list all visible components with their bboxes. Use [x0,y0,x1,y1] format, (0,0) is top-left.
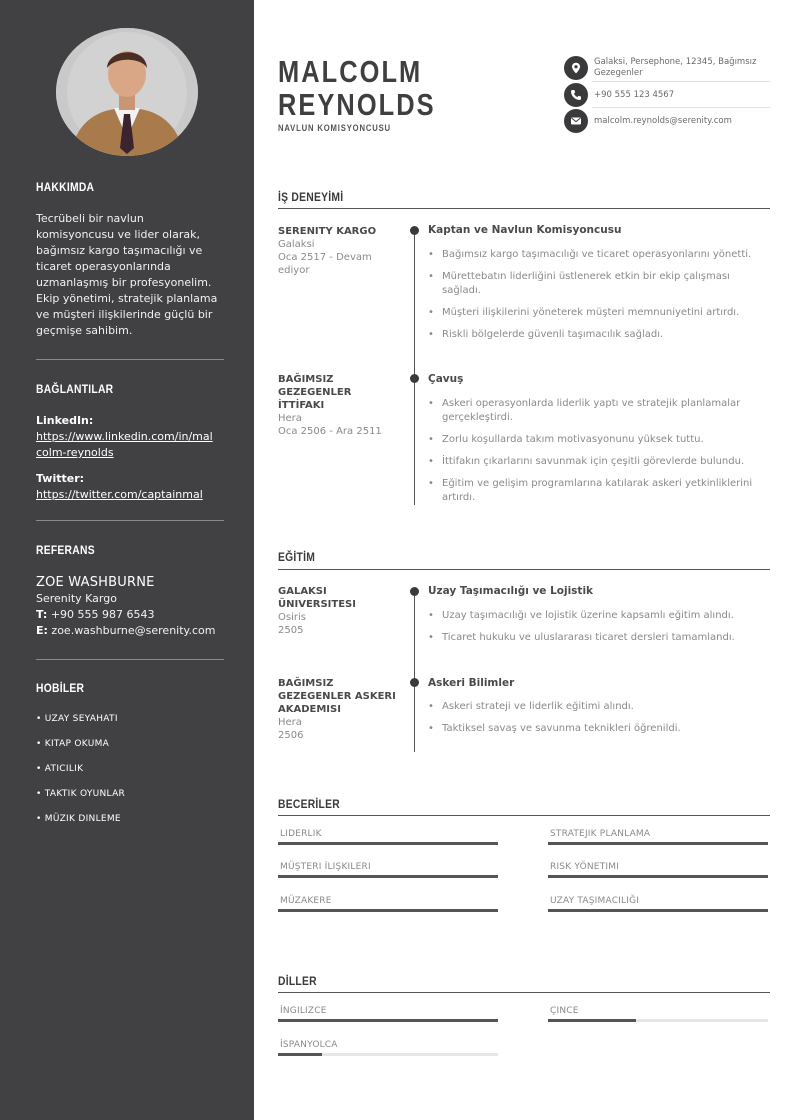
list-item: • Askeri strateji ve liderlik eğitimi alındı. [428,700,770,714]
timeline-dot [410,587,419,596]
skill-bar-fill [548,842,768,845]
position-title: Çavuş [428,373,464,385]
twitter-link[interactable]: https://twitter.com/captainmal [36,488,203,501]
contact-phone [564,83,770,107]
skill-bar-fill [278,842,498,845]
language-bar-fill [548,1019,636,1022]
bullet-list [428,700,770,744]
hobbies-heading: HOBİLER [36,681,85,695]
section-rule [278,992,770,993]
language-label: İNGILIZCE [280,1006,327,1016]
skill-bar [278,909,498,912]
language-label: ÇINCE [550,1006,579,1016]
organization: GALAKSI ÜNIVERSITESI [278,586,356,610]
skill-label: LIDERLIK [280,829,322,839]
linkedin-link[interactable]: https://www.linkedin.com/in/malcolm-reynolds [36,430,213,459]
location: Hera [278,413,302,424]
skill-bar-fill [278,875,498,878]
job-title: NAVLUN KOMISYONCUSU [278,123,391,133]
linkedin-block [36,413,222,461]
profile-photo-icon [56,28,198,156]
reference-name: ZOE WASHBURNE [36,575,155,590]
skill-label: MÜŞTERI İLIŞKILERI [280,862,371,872]
email-text[interactable]: malcolm.reynolds@serenity.com [594,115,732,126]
skill-item [278,862,498,878]
section-rule [278,208,770,209]
skill-bar-fill [548,909,768,912]
dates: Oca 2506 - Ara 2511 [278,426,382,437]
divider [36,520,224,521]
skill-bar-fill [278,909,498,912]
location-pin-icon [564,56,588,80]
bullet-list [428,397,770,513]
skill-label: UZAY TAŞIMACILIĞI [550,896,640,906]
position-title: Kaptan ve Navlun Komisyoncusu [428,224,622,236]
reference-phone: +90 555 987 6543 [50,608,155,621]
divider [36,359,224,360]
reference-block [36,575,222,639]
skill-item [548,829,768,845]
skill-item [278,829,498,845]
list-item: • Mürettebatın liderliğini üstlenerek etkin bir ekip çalışması sağladı. [428,270,770,298]
email-icon [564,109,588,133]
first-name: MALCOLM [278,54,423,89]
skill-item [548,896,768,912]
skill-bar [278,875,498,878]
reference-email-row [36,623,222,639]
location: Osiris [278,612,306,623]
about-text: Tecrübeli bir navlun komisyoncusu ve lider olarak, bağımsız kargo taşımacılığı ve ticaret operasyonlarında uzmanlaşmış bir profesyonelim. Ekip yönetimi, stratejik planlama ve müşteri ilişkilerinde güçlü bir geçmişe sahibim. [36,212,218,337]
divider [592,81,770,82]
timeline-dot [410,678,419,687]
location: Hera [278,717,302,728]
degree-title: Uzay Taşımacılığı ve Lojistik [428,585,594,597]
address-text: Galaksi, Persephone, 12345, Bağımsız Gezegenler [594,57,757,78]
dates: Oca 2517 - Devam ediyor [278,252,372,276]
skill-bar [548,842,768,845]
contact-address [564,56,770,80]
skill-label: STRATEJIK PLANLAMA [550,829,651,839]
languages-heading: DİLLER [278,974,317,988]
language-label: İSPANYOLCA [280,1040,338,1050]
hobby-item: • ATICILIK [36,764,84,774]
education-meta [278,677,396,742]
list-item: • Riskli bölgelerde güvenli taşımacılık sağladı. [428,328,770,342]
skill-label: RISK YÖNETIMI [550,862,620,872]
reference-phone-label: T: [36,608,48,621]
section-rule [278,815,770,816]
links-heading: BAĞLANTILAR [36,382,114,396]
skill-bar-fill [548,875,768,878]
divider [36,659,224,660]
education-heading: EĞİTİM [278,550,316,564]
skill-item [278,896,498,912]
reference-email: zoe.washburne@serenity.com [51,624,216,637]
language-item [278,1006,498,1022]
dates: 2506 [278,730,304,741]
list-item: • Müşteri ilişkilerini yöneterek müşteri memnuniyetini artırdı. [428,306,770,320]
language-bar-fill [278,1019,498,1022]
bullet-list [428,248,770,350]
language-item [548,1006,768,1022]
language-bar [548,1019,768,1022]
skill-bar [548,909,768,912]
reference-heading: REFERANS [36,543,95,557]
language-bar [278,1053,498,1056]
timeline-dot [410,374,419,383]
phone-text[interactable]: +90 555 123 4567 [594,89,675,100]
organization: BAĞIMSIZ GEZEGENLER İTTİFAKI [278,374,352,411]
reference-company: Serenity Kargo [36,592,117,605]
list-item: • Bağımsız kargo taşımacılığı ve ticaret operasyonlarını yönetti. [428,248,770,262]
list-item: • Ticaret hukuku ve uluslararası ticaret dersleri tamamlandı. [428,631,770,645]
section-rule [278,569,770,570]
list-item: • Zorlu koşullarda takım motivasyonunu yüksek tuttu. [428,433,770,447]
about-heading: HAKKIMDA [36,180,95,194]
degree-title: Askeri Bilimler [428,677,515,689]
hobby-item: • UZAY SEYAHATI [36,714,118,724]
timeline-line [414,592,415,752]
timeline-dot [410,226,419,235]
list-item: • Eğitim ve gelişim programlarına katılarak askeri yetkinliklerini artırdı. [428,477,770,505]
sidebar [0,0,254,1120]
last-name: REYNOLDS [278,87,436,122]
twitter-label: Twitter: [36,472,85,485]
linkedin-label: LinkedIn: [36,414,94,427]
list-item: • Uzay taşımacılığı ve lojistik üzerine kapsamlı eğitim alındı. [428,609,770,623]
dates: 2505 [278,625,304,636]
list-item: • Taktiksel savaş ve savunma teknikleri öğrenildi. [428,722,770,736]
language-item [278,1040,498,1056]
contact-email [564,109,770,133]
hobby-item: • TAKTIK OYUNLAR [36,789,126,799]
language-bar [278,1019,498,1022]
experience-heading: İŞ DENEYİMİ [278,190,344,204]
skill-bar [278,842,498,845]
language-bar-fill [278,1053,322,1056]
education-meta [278,585,388,637]
location: Galaksi [278,239,315,250]
phone-icon [564,83,588,107]
hobby-item: • KITAP OKUMA [36,739,110,749]
skill-item [548,862,768,878]
timeline-line [414,230,415,505]
list-item: • Askeri operasyonlarda liderlik yaptı ve stratejik planlamalar gerçekleştirdi. [428,397,770,425]
skill-label: MÜZAKERE [280,896,332,906]
list-item: • İttifakın çıkarlarını savunmak için çeşitli görevlerde bulundu. [428,455,770,469]
organization: SERENITY KARGO [278,226,377,237]
divider [592,107,770,108]
skill-bar [548,875,768,878]
organization: BAĞIMSIZ GEZEGENLER ASKERI AKADEMISI [278,678,396,715]
experience-meta [278,225,400,277]
avatar [56,28,198,156]
skills-heading: BECERİLER [278,797,340,811]
reference-phone-row [36,607,222,623]
twitter-block [36,471,222,503]
reference-email-label: E: [36,624,48,637]
hobby-item: • MÜZIK DINLEME [36,814,121,824]
experience-meta [278,373,388,438]
bullet-list [428,609,770,653]
